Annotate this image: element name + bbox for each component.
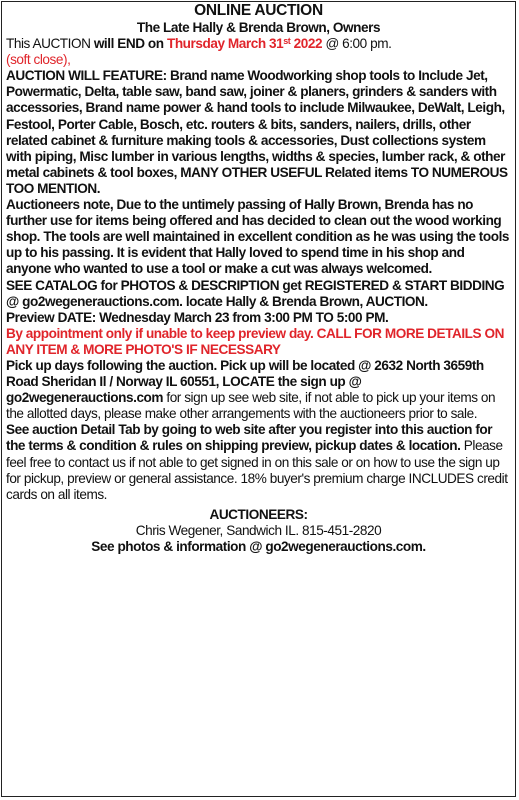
page-title: ONLINE AUCTION bbox=[194, 2, 323, 19]
end-date-suffix: st bbox=[283, 36, 291, 47]
end-time: @ 6:00 pm. bbox=[325, 36, 392, 52]
end-will-end: will END on bbox=[93, 36, 164, 52]
end-date bbox=[167, 36, 322, 51]
end-prefix: This AUCTION bbox=[6, 36, 91, 52]
terms-normal: Please feel free to contact us if not able to get signed in on this sale or on how to use the sign up for pickup, preview or general assistance. 18% buyer's premium charge INCLUDES credit cards on all items. bbox=[6, 438, 508, 502]
auctioneers-note-paragraph: Auctioneers note, Due to the untimely passing of Hally Brown, Brenda has no further use for items being offered and has decided to clean out the wood working shop. The tools are well maintained in excellent condition as he was using the tools up to his passing. It is evident that Hally loved to spend time in his shop and anyone who wanted to use a tool or make a cut was always welcomed. bbox=[6, 197, 510, 277]
auctioneer-contact: Chris Wegener, Sandwich IL. 815-451-2820 bbox=[135, 522, 382, 538]
terms-bold: See auction Detail Tab by going to web site after you register into this auction for the terms & condition & rules on shipping preview, pickup dates & location. bbox=[6, 422, 493, 454]
end-line bbox=[6, 36, 511, 52]
website-line: See photos & information @ go2wegenerauctions.com. bbox=[91, 539, 426, 554]
auctioneers-heading: AUCTIONEERS: bbox=[209, 506, 308, 522]
auction-ad bbox=[6, 2, 511, 555]
owners-line: The Late Hally & Brenda Brown, Owners bbox=[136, 20, 381, 35]
end-date-text: Thursday March 31 bbox=[166, 36, 284, 52]
terms-paragraph bbox=[6, 422, 511, 502]
appointment-note: By appointment only if unable to keep preview day. CALL FOR MORE DETAILS ON ANY ITEM & MORE PHOTO'S IF NECESSARY bbox=[6, 325, 504, 357]
preview-date: Preview DATE: Wednesday March 23 from 3:00 PM TO 5:00 PM. bbox=[6, 309, 389, 325]
pickup-paragraph bbox=[6, 358, 511, 422]
catalog-paragraph: SEE CATALOG for PHOTOS & DESCRIPTION get REGISTERED & START BIDDING @ go2wegenerauctions.com. locate Hally & Brenda Brown, AUCTION. bbox=[6, 277, 505, 309]
pickup-bold: Pick up days following the auction. Pick up will be located @ 2632 North 3659th Road Sheridan Il / Norway IL 60551, LOCATE the sign up @ go2wegenerauctions.com bbox=[6, 357, 484, 406]
soft-close-note: (soft close), bbox=[6, 52, 71, 68]
pickup-normal: for sign up see web site, if not able to pick up your items on the allotted days, please make other arrangements with the auctioneers prior to sale. bbox=[6, 390, 496, 422]
end-year: 2022 bbox=[293, 36, 323, 52]
features-paragraph: AUCTION WILL FEATURE: Brand name Woodworking shop tools to Include Jet, Powermatic, Delta, table saw, band saw, joiner & planers, grinders & sanders with accessories, Brand name power & hand tools to include Milwaukee, DeWalt, Leigh, Festool, Porter Cable, Bosch, etc. routers & bits, sanders, nailers, drills, other related cabinet & furniture making tools & accessories, Dust collections system with piping, Misc lumber in various lengths, widths & species, lumber rack, & other metal cabinets & tool boxes, MANY OTHER USEFUL Related items TO NUMEROUS TOO MENTION. bbox=[6, 68, 508, 196]
